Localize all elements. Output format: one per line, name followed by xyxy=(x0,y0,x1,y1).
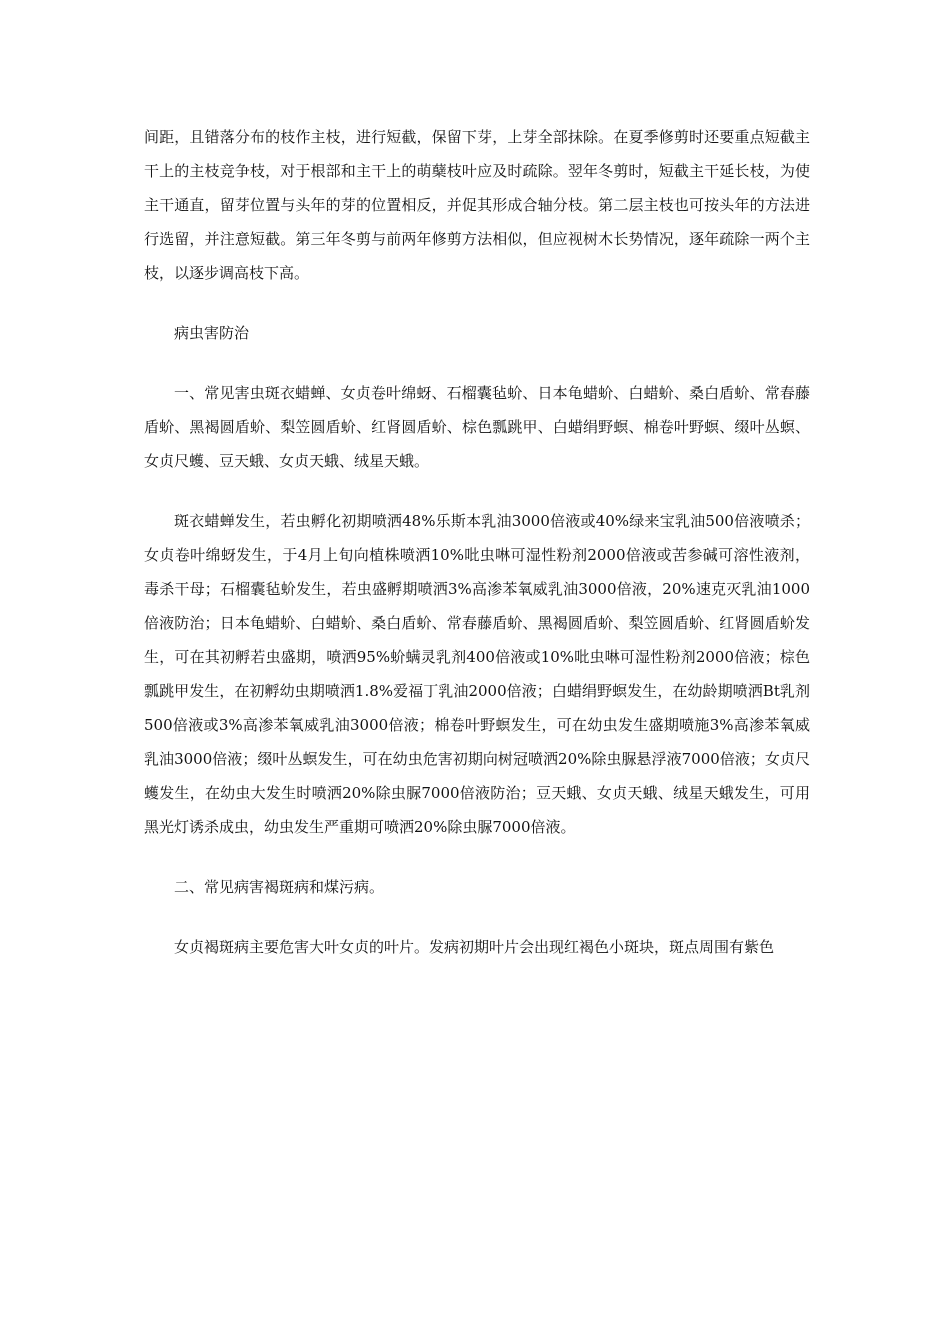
paragraph-brown-spot: 女贞褐斑病主要危害大叶女贞的叶片。发病初期叶片会出现红褐色小斑块，斑点周围有紫色 xyxy=(174,938,775,956)
section-heading-pest-control: 病虫害防治 xyxy=(174,324,250,342)
document-body xyxy=(144,120,810,990)
paragraph-pruning-continued: 间距，且错落分布的枝作主枝，进行短截，保留下芽，上芽全部抹除。在夏季修剪时还要重点短截主干上的主枝竞争枝，对于根部和主干上的萌蘖枝叶应及时疏除。翌年冬剪时，短截主干延长枝，为使主干通直，留芽位置与头年的芽的位置相反，并促其形成合轴分枝。第二层主枝也可按头年的方法进行选留，并注意短截。第三年冬剪与前两年修剪方法相似，但应视树木长势情况，逐年疏除一两个主枝，以逐步调高枝下高。 xyxy=(144,128,810,282)
paragraph-common-diseases: 二、常见病害褐斑病和煤污病。 xyxy=(174,878,385,896)
paragraph-pest-treatment: 斑衣蜡蝉发生，若虫孵化初期喷洒48%乐斯本乳油3000倍液或40%绿来宝乳油500倍液喷杀；女贞卷叶绵蚜发生，于4月上旬向植株喷洒10%吡虫啉可湿性粉剂2000倍液或苦参碱可溶性液剂，毒杀干母；石榴囊毡蚧发生，若虫盛孵期喷洒3%高渗苯氧威乳油3000倍液，20%速克灭乳油1000倍液防治；日本龟蜡蚧、白蜡蚧、桑白盾蚧、常春藤盾蚧、黑褐圆盾蚧、梨笠圆盾蚧、红肾圆盾蚧发生，可在其初孵若虫盛期，喷洒95%蚧螨灵乳剂400倍液或10%吡虫啉可湿性粉剂2000倍液；棕色瓢跳甲发生，在初孵幼虫期喷洒1.8%爱福丁乳油2000倍液；白蜡绢野螟发生，在幼龄期喷洒Bt乳剂500倍液或3%高渗苯氧威乳油3000倍液；棉卷叶野螟发生，可在幼虫发生盛期喷施3%高渗苯氧威乳油3000倍液；缀叶丛螟发生，可在幼虫危害初期向树冠喷洒20%除虫脲悬浮液7000倍液；女贞尺蠖发生，在幼虫大发生时喷洒20%除虫脲7000倍液防治；豆天蛾、女贞天蛾、绒星天蛾发生，可用黑光灯诱杀成虫，幼虫发生严重期可喷洒20%除虫脲7000倍液。 xyxy=(144,512,810,836)
paragraph-common-pests: 一、常见害虫斑衣蜡蝉、女贞卷叶绵蚜、石榴囊毡蚧、日本龟蜡蚧、白蜡蚧、桑白盾蚧、常春藤盾蚧、黑褐圆盾蚧、梨笠圆盾蚧、红肾圆盾蚧、棕色瓢跳甲、白蜡绢野螟、棉卷叶野螟、缀叶丛螟、女贞尺蠖、豆天蛾、女贞天蛾、绒星天蛾。 xyxy=(144,384,810,470)
